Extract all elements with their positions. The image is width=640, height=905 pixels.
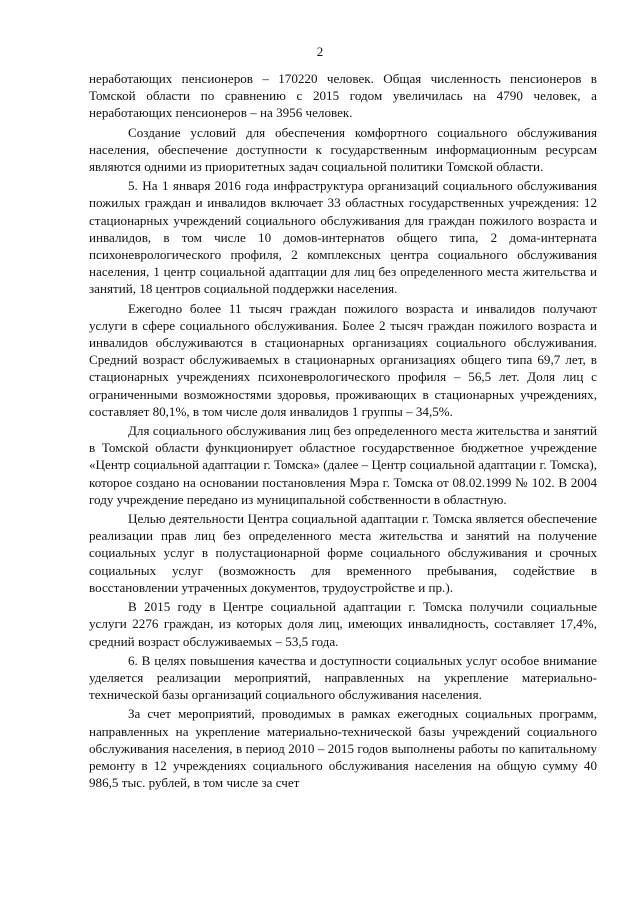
paragraph-infrastructure: 5. На 1 января 2016 года инфраструктура организаций социального обслуживания пожилых граждан и инвалидов включает 33 областных государственных учреждения: 12 стационарных учреждений социального обслуживания для граждан пожилого возраста и инвалидов, в том числе 10 домов-интернатов общего типа, 2 дома-интерната психоневрологического профиля, 2 комплексных центра социального обслуживания населения, 1 центр социальной адаптации для лиц без определенного места жительства и занятий, 18 центров социальной поддержки населения.	[89, 178, 597, 297]
paragraph-pensioners-continued: неработающих пенсионеров – 170220 человек. Общая численность пенсионеров в Томской области по сравнению с 2015 годом увеличилась на 4790 человек, а неработающих пенсионеров – на 3956 человек.	[89, 71, 597, 121]
page-number: 2	[316, 44, 324, 59]
document-body	[89, 70, 597, 791]
paragraph-annual-services: Ежегодно более 11 тысяч граждан пожилого возраста и инвалидов получают услуги в сфере социального обслуживания. Более 2 тысяч граждан пожилого возраста и инвалидов обслуживаются в стационарных организациях социального обслуживания. Средний возраст обслуживаемых в стационарных организациях общего типа 69,7 лет, в стационарных учреждениях психоневрологического профиля – 56,5 лет. Доля лиц с ограниченными возможностями здоровья, проживающих в стационарных учреждениях, составляет 80,1%, в том числе доля инвалидов 1 группы – 34,5%.	[89, 300, 597, 419]
paragraph-2015-services: В 2015 году в Центре социальной адаптации г. Томска получили социальные услуги 2276 граждан, из которых доля лиц, имеющих инвалидность, составляет 17,4%, средний возраст обслуживаемых – 53,5 года.	[89, 599, 597, 649]
paragraph-quality-improvement: 6. В целях повышения качества и доступности социальных услуг особое внимание уделяется реализации мероприятий, направленных на укрепление материально-технической базы организаций социального обслуживания населения.	[89, 652, 597, 703]
paragraph-center-goal: Целью деятельности Центра социальной адаптации г. Томска является обеспечение реализации прав лиц без определенного места жительства и занятий на получение социальных услуг в полустационарной форме социального обслуживания и срочных социальных услуг (возможность для временного пребывания, содействие в восстановлении утраченных документов, трудоустройстве и пр.).	[89, 511, 597, 595]
paragraph-homeless-center: Для социального обслуживания лиц без определенного места жительства и занятий в Томской области функционирует областное государственное бюджетное учреждение «Центр социальной адаптации г. Томска» (далее – Центр социальной адаптации г. Томска), которое создано на основании постановления Мэра г. Томска от 08.02.1999 № 102. В 2004 году учреждение передано из муниципальной собственности в областную.	[89, 423, 597, 507]
paragraph-capital-repair: За счет мероприятий, проводимых в рамках ежегодных социальных программ, направленных на укрепление материально-технической базы учреждений социального обслуживания населения, в период 2010 – 2015 годов выполнены работы по капитальному ремонту в 12 учреждениях социального обслуживания населения на общую сумму 40 986,5 тыс. рублей, в том числе за счет	[89, 706, 597, 791]
paragraph-comfortable-service: Создание условий для обеспечения комфортного социального обслуживания населения, обеспечение доступности к государственным информационным ресурсам являются одними из приоритетных задач социальной политики Томской области.	[89, 124, 597, 175]
